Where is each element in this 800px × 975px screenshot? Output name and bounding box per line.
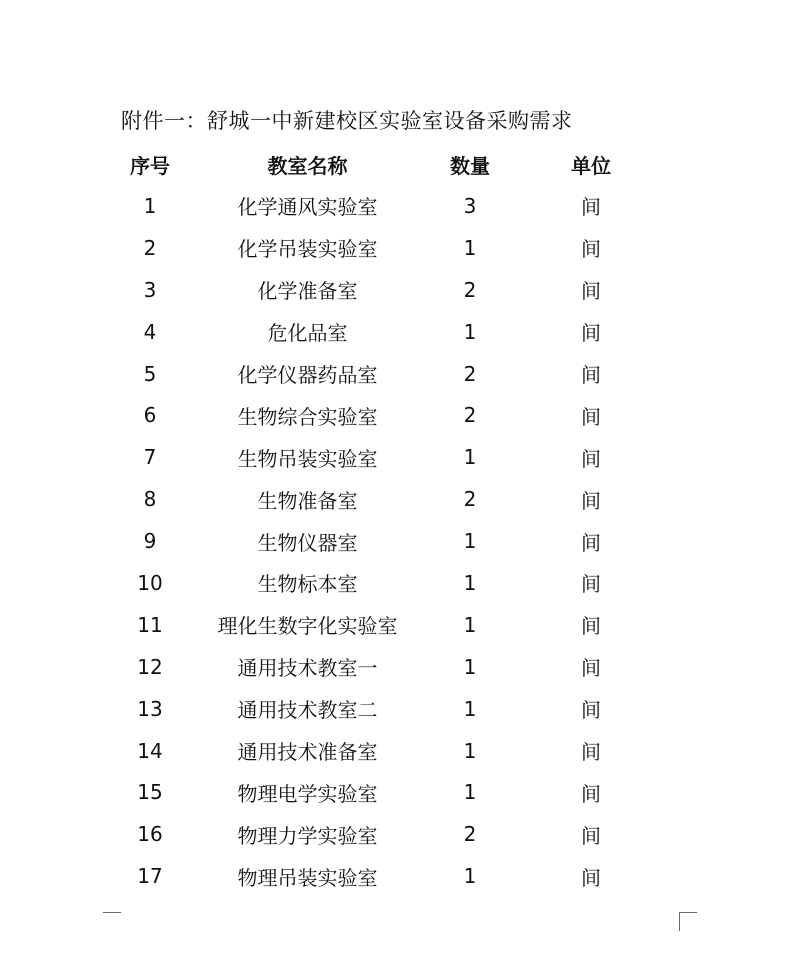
cell-no: 6 [143,403,157,428]
cell-unit: 间 [581,488,601,513]
cell-no: 9 [143,529,157,554]
cell-qty: 1 [463,570,477,595]
table-row [90,478,660,520]
cell-name: 危化品室 [267,321,348,346]
table-row [90,688,660,730]
table-row [90,394,660,436]
cell-qty: 2 [463,403,477,428]
cell-qty: 1 [463,319,477,344]
margin-corner-mark-right [679,912,697,931]
margin-corner-mark-left [103,912,121,913]
cell-unit: 间 [581,698,601,723]
cell-name: 化学仪器药品室 [237,363,378,387]
cell-qty: 2 [463,277,477,302]
cell-qty: 2 [463,487,477,512]
cell-name: 物理电学实验室 [237,781,378,806]
cell-qty: 1 [463,529,477,554]
cell-qty: 1 [463,612,477,637]
cell-unit: 间 [581,572,601,597]
header-unit: 单位 [571,153,611,178]
table-row [90,562,660,604]
cell-unit: 间 [581,740,601,765]
table-row [90,269,660,311]
table-row [90,185,660,227]
cell-no: 8 [143,487,157,512]
table-row [90,604,660,646]
cell-name: 生物标本室 [257,572,358,597]
cell-unit: 间 [581,614,601,639]
table-row [90,436,660,478]
cell-name: 化学吊装实验室 [237,237,378,262]
cell-unit: 间 [581,446,601,471]
cell-name: 生物准备室 [257,488,358,513]
cell-name: 生物仪器室 [257,530,358,555]
cell-no: 13 [137,696,163,721]
cell-no: 16 [137,822,163,847]
cell-no: 17 [137,864,163,889]
cell-name: 物理力学实验室 [237,823,378,848]
cell-name: 通用技术教室一 [237,656,378,681]
cell-name: 理化生数字化实验室 [217,614,398,639]
cell-no: 3 [143,277,157,302]
table-row [90,311,660,353]
cell-no: 11 [137,612,163,637]
cell-no: 2 [143,235,157,260]
header-name: 教室名称 [267,153,348,178]
cell-name: 通用技术教室二 [237,698,378,723]
procurement-table [90,143,660,897]
cell-no: 14 [137,738,163,763]
cell-name: 生物吊装实验室 [237,446,378,471]
header-no: 序号 [130,153,170,178]
table-header-row [90,143,660,185]
cell-no: 4 [143,319,157,344]
cell-unit: 间 [581,823,601,848]
header-qty: 数量 [450,153,490,178]
table-row [90,730,660,772]
cell-unit: 间 [581,530,601,555]
cell-qty: 1 [463,654,477,679]
cell-unit: 间 [581,363,601,387]
table-row [90,520,660,562]
cell-name: 生物综合实验室 [237,404,378,429]
cell-unit: 间 [581,279,601,304]
cell-unit: 间 [581,237,601,262]
cell-unit: 间 [581,321,601,346]
cell-no: 5 [143,361,157,386]
cell-qty: 2 [463,361,477,386]
table-row [90,353,660,395]
cell-qty: 1 [463,864,477,889]
cell-unit: 间 [581,781,601,806]
cell-qty: 1 [463,235,477,260]
cell-unit: 间 [581,404,601,429]
cell-qty: 1 [463,780,477,805]
cell-qty: 2 [463,822,477,847]
cell-no: 10 [137,570,163,595]
table-row [90,813,660,855]
table-row [90,855,660,897]
cell-unit: 间 [581,865,601,890]
cell-name: 通用技术准备室 [237,740,378,765]
cell-name: 化学通风实验室 [237,195,378,220]
cell-no: 15 [137,780,163,805]
cell-no: 7 [143,445,157,470]
cell-unit: 间 [581,656,601,681]
cell-qty: 3 [463,193,477,218]
document-title: 附件一：舒城一中新建校区实验室设备采购需求 [121,109,573,133]
table-row [90,227,660,269]
table-row [90,771,660,813]
cell-no: 1 [143,193,157,218]
cell-name: 物理吊装实验室 [237,865,378,890]
cell-no: 12 [137,654,163,679]
cell-name: 化学准备室 [257,279,358,304]
cell-unit: 间 [581,195,601,220]
cell-qty: 1 [463,738,477,763]
table-row [90,646,660,688]
cell-qty: 1 [463,696,477,721]
cell-qty: 1 [463,445,477,470]
